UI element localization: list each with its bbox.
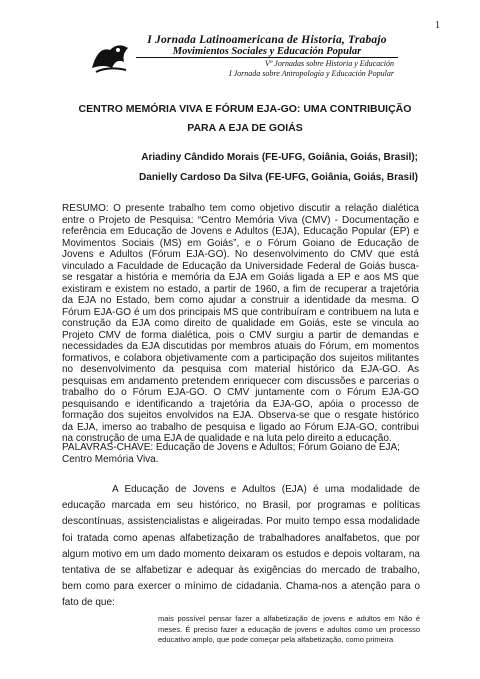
conference-logo-icon xyxy=(88,38,132,76)
page-number: 1 xyxy=(435,20,440,31)
banner-line-4: I Jornada sobre Antropología y Educación Popular xyxy=(228,69,394,78)
banner-line-3: Vº Jornadas sobre Historia y Educación xyxy=(264,59,394,68)
banner-rule xyxy=(136,57,398,58)
block-quote: mais possível pensar fazer a alfabetização de jovens e adultos em Não é meses. É preciso fazer a educação de jovens e adultos como um processo educativo amplo, que pode começar pela alfabetização, como primeira xyxy=(158,614,420,644)
banner-line-1: I Jornada Latinoamericana de Historia, Trabajo xyxy=(147,34,387,46)
paper-title: CENTRO MEMÓRIA VIVA E FÓRUM EJA-GO: UMA CONTRIBUIÇÃO PARA A EJA DE GOIÁS xyxy=(78,103,412,134)
author-1: Ariadiny Cândido Morais (FE-UFG, Goiânia, Goiás, Brasil); xyxy=(141,152,418,163)
conference-banner xyxy=(88,32,398,84)
banner-line-2: Movimientos Sociales y Educación Popular xyxy=(172,46,362,57)
abstract: RESUMO: O presente trabalho tem como objetivo discutir a relação dialética entre o Projeto de Pesquisa: “Centro Memória Viva (CMV) - Documentação e referência em Educação de Jovens e Adultos (EJA), Educação Popular (EP) e Movimentos Sociais (MS) em Goiás”, e o Fórum Goiano de Educação de Jovens e Adultos (Fórum EJA-GO). No desenvolvimento do CMV que está vinculado a Faculdade de Educação da Universidade Federal de Goiás busca-se resgatar a história e memória da EJA em Goiás ligada a EP e aos MS que existiram e existem no estado, a partir de 1960, a fim de recuperar a trajetória da EJA no Estado, bem como ajudar a construir a identidade da mesma. O Fórum EJA-GO é um dos principais MS que contribuíram e contribuem na luta e construção da EJA como direito de qualidade em Goiás, este se vincula ao Projeto CMV de forma dialética, pois o CMV surgiu a partir de demandas e necessidades da EJA discutidas por membros atuais do Fórum, em momentos formativos, e colabora objetivamente com a participação dos sujeitos militantes no desenvolvimento da pesquisa com material histórico da EJA-GO. As pesquisas em andamento pretendem enriquecer com discussões e parcerias o trabalho do o Fórum EJA-GO. O CMV juntamente com o Fórum EJA-GO pesquisando e identificando a trajetória da EJA-GO, apóia o processo de formação dos sujeitos envolvidos na EJA. Observa-se que o resgate histórico da EJA, imerso ao trabalho de pesquisa e ligado ao Fórum EJA-GO, contribui na construção de uma EJA de qualidade e na luta pelo direito a educação. xyxy=(62,203,419,444)
author-2: Danielly Cardoso Da Silva (FE-UFG, Goiânia, Goiás, Brasil) xyxy=(139,172,418,183)
keywords: PALAVRAS-CHAVE: Educação de Jovens e Adultos; Fórum Goiano de EJA; Centro Memória Viva. xyxy=(62,442,400,465)
body-paragraph: A Educação de Jovens e Adultos (EJA) é uma modalidade de educação marcada em seu histórico, no Brasil, por programas e políticas descontínuas, assistencialistas e aligeiradas. Por muito tempo essa modalidade foi tratada como apenas alfabetização de trabalhadores analfabetos, que por algum motivo em um dado momento deixaram os estudos e depois voltaram, na tentativa de se alfabetizar e adequar às exigências do mercado de trabalho, bem como para exercer o mínimo de cidadania. Chama-nos a atenção para o fato de que: xyxy=(62,484,420,609)
